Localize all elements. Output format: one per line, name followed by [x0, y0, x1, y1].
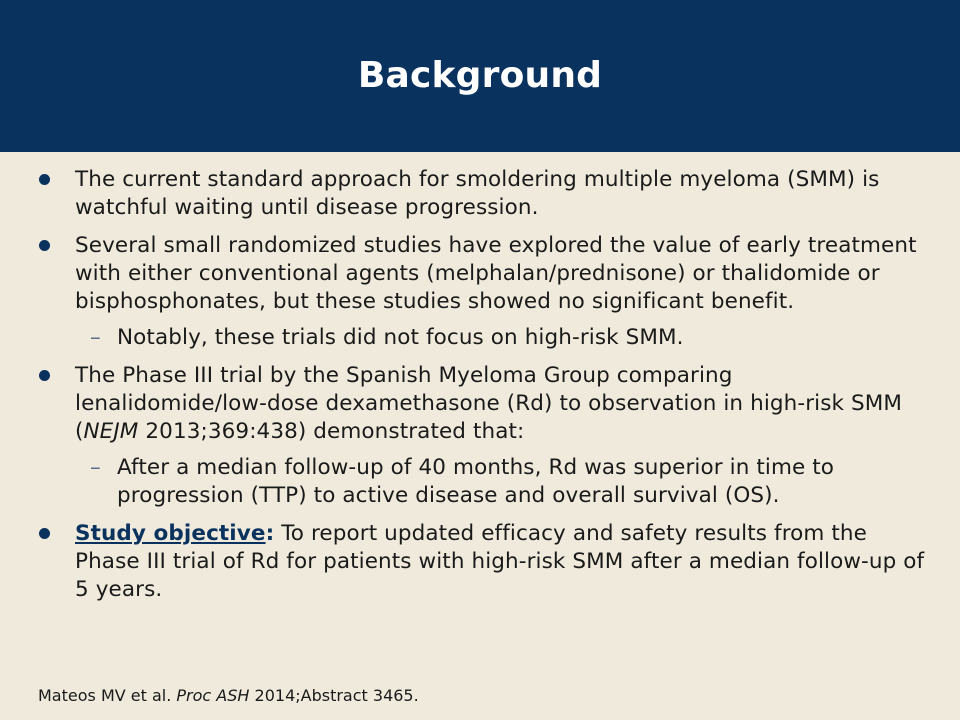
sub-bullet-item-rd-superior: [38, 454, 928, 510]
bullet-dot-icon: [39, 240, 50, 251]
bullet-list: [38, 166, 928, 614]
dash-marker: –: [90, 455, 101, 480]
dash-marker: –: [90, 325, 101, 350]
study-objective-colon: :: [265, 521, 275, 546]
sub-bullet-text: Notably, these trials did not focus on high-risk SMM.: [117, 325, 684, 350]
bullet-dot-icon: [39, 370, 50, 381]
bullet-item-phase3-trial: [38, 362, 928, 446]
sub-bullet-item-not-high-risk: [38, 324, 928, 352]
bullet-item-study-objective: [38, 520, 928, 604]
citation-details: 2014;Abstract 3465.: [249, 686, 419, 705]
bullet-dot-icon: [39, 174, 50, 185]
bullet-text: Several small randomized studies have explored the value of early treatment with either conventional agents (melphalan/prednisone) or thalidomide or bisphosphonates, but these studies showed no significant benefit.: [75, 233, 917, 314]
bullet-item-standard-approach: [38, 166, 928, 222]
bullet-text-part2: 2013;369:438) demonstrated that:: [138, 419, 525, 444]
title-bar: [0, 0, 960, 152]
citation-journal: Proc ASH: [176, 686, 250, 705]
bullet-dot-icon: [39, 528, 50, 539]
bullet-text: To report updated efficacy and safety results from the Phase III trial of Rd for patients with high-risk SMM after a median follow-up of 5 years.: [75, 521, 925, 602]
bullet-text: The current standard approach for smoldering multiple myeloma (SMM) is watchful waiting until disease progression.: [75, 167, 880, 220]
slide-title: Background: [357, 54, 603, 96]
bullet-text-part1: The Phase III trial by the Spanish Myeloma Group comparing lenalidomide/low-dose dexamethasone (Rd) to observation in high-risk SMM (: [75, 363, 903, 444]
journal-name: NEJM: [83, 419, 139, 444]
citation: [38, 686, 419, 706]
citation-authors: Mateos MV et al.: [38, 686, 177, 705]
sub-bullet-text: After a median follow-up of 40 months, Rd was superior in time to progression (TTP) to active disease and overall survival (OS).: [117, 455, 835, 508]
study-objective-label: Study objective: [75, 521, 266, 546]
bullet-item-small-studies: [38, 232, 928, 316]
